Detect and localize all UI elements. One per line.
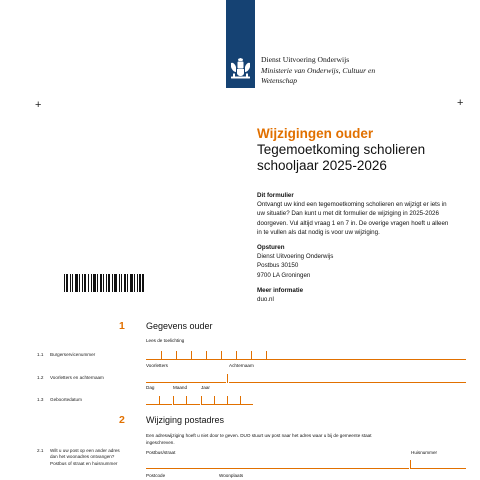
field-caption-postcode: Postcode	[146, 473, 166, 478]
question-number: 1.3	[37, 397, 44, 402]
field-caption-day: Dag	[146, 385, 155, 390]
send-to-address	[257, 252, 472, 280]
form-info-line: in te vullen als dat nodig is voor uw wijziging.	[257, 228, 380, 236]
form-info-text	[257, 200, 472, 237]
form-info-line: uw situatie? Dan kunt u met dit formulier de wijziging in 2025-2026	[257, 210, 439, 218]
more-info-link[interactable]: duo.nl	[257, 296, 274, 303]
surname-input[interactable]	[229, 370, 466, 383]
field-caption-month: Maand	[173, 385, 188, 390]
field-caption-street: Postbus/straat	[146, 450, 176, 455]
more-info-heading: Meer informatie	[257, 287, 304, 294]
section-2-number: 2	[119, 414, 125, 426]
org-name: Dienst Uitvoering Onderwijs	[261, 55, 350, 64]
question-label: Voorletters en achternaam	[50, 375, 104, 380]
section-2-title: Wijziging postadres	[146, 415, 225, 425]
birth-year-input[interactable]	[201, 392, 253, 405]
question-number: 2.1	[37, 448, 44, 453]
section-1-note: Lees de toelichting	[146, 338, 185, 343]
form-info-line: Ontvangt uw kind een tegemoetkoming scholieren en wijzigt er iets in	[257, 201, 447, 208]
crosshair-icon: +	[35, 99, 42, 111]
field-caption-surname: Achternaam	[229, 363, 254, 368]
section-2-note-1: Een adreswijziging hoeft u niet door te geven. DUO stuurt uw post naar het adres waar u bij de gemeente staat	[146, 433, 372, 438]
question-label-line: Postbus of straat en huisnummer	[50, 460, 118, 466]
ministry-line-1: Ministerie van Onderwijs, Cultuur en	[261, 66, 376, 75]
ministry-line-2: Wetenschap	[261, 76, 297, 85]
question-number: 1.2	[37, 375, 44, 380]
question-number: 1.1	[37, 352, 44, 357]
section-1-title: Gegevens ouder	[146, 321, 213, 331]
address-line: Postbus 30150	[257, 262, 299, 270]
field-caption-year: Jaar	[201, 385, 210, 390]
page-title: Wijzigingen ouder	[257, 126, 374, 141]
question-label: Burgerservicenummer	[50, 352, 96, 357]
form-info-heading: Dit formulier	[257, 192, 294, 199]
send-to-heading: Opsturen	[257, 244, 285, 251]
housenumber-input[interactable]	[411, 456, 466, 469]
page-subtitle-1: Tegemoetkoming scholieren	[257, 142, 426, 157]
barcode	[64, 274, 144, 292]
section-1-number: 1	[119, 320, 125, 332]
birth-month-input[interactable]	[173, 392, 200, 405]
question-label-line: dan het woonadres ontvangen?	[50, 454, 115, 460]
address-line: Dienst Uitvoering Onderwijs	[257, 253, 334, 260]
field-caption-housenumber: Huisnummer	[411, 450, 438, 455]
field-caption-initials: Voorletters	[146, 363, 168, 368]
form-info-line: doorgeven. Vul altijd vraag 1 en 7 in. De overige vragen hoeft u alleen	[257, 219, 449, 227]
address-line: 9700 LA Groningen	[257, 271, 311, 279]
page-subtitle-2: schooljaar 2025-2026	[257, 158, 387, 173]
question-label: Geboortedatum	[50, 397, 82, 402]
field-divider	[227, 374, 228, 383]
question-label-line: Wilt u uw post op een ander adres	[50, 448, 120, 453]
bsn-input[interactable]	[146, 347, 281, 360]
birth-day-input[interactable]	[146, 392, 172, 405]
field-caption-city: Woonplaats	[219, 473, 244, 478]
question-label	[50, 448, 145, 467]
section-2-note-2: ingeschreven.	[146, 440, 175, 445]
bsn-rest-line	[281, 359, 466, 360]
crest-icon	[229, 58, 252, 80]
crosshair-icon: +	[457, 97, 464, 109]
street-input[interactable]	[146, 456, 409, 469]
initials-input[interactable]	[146, 370, 226, 383]
